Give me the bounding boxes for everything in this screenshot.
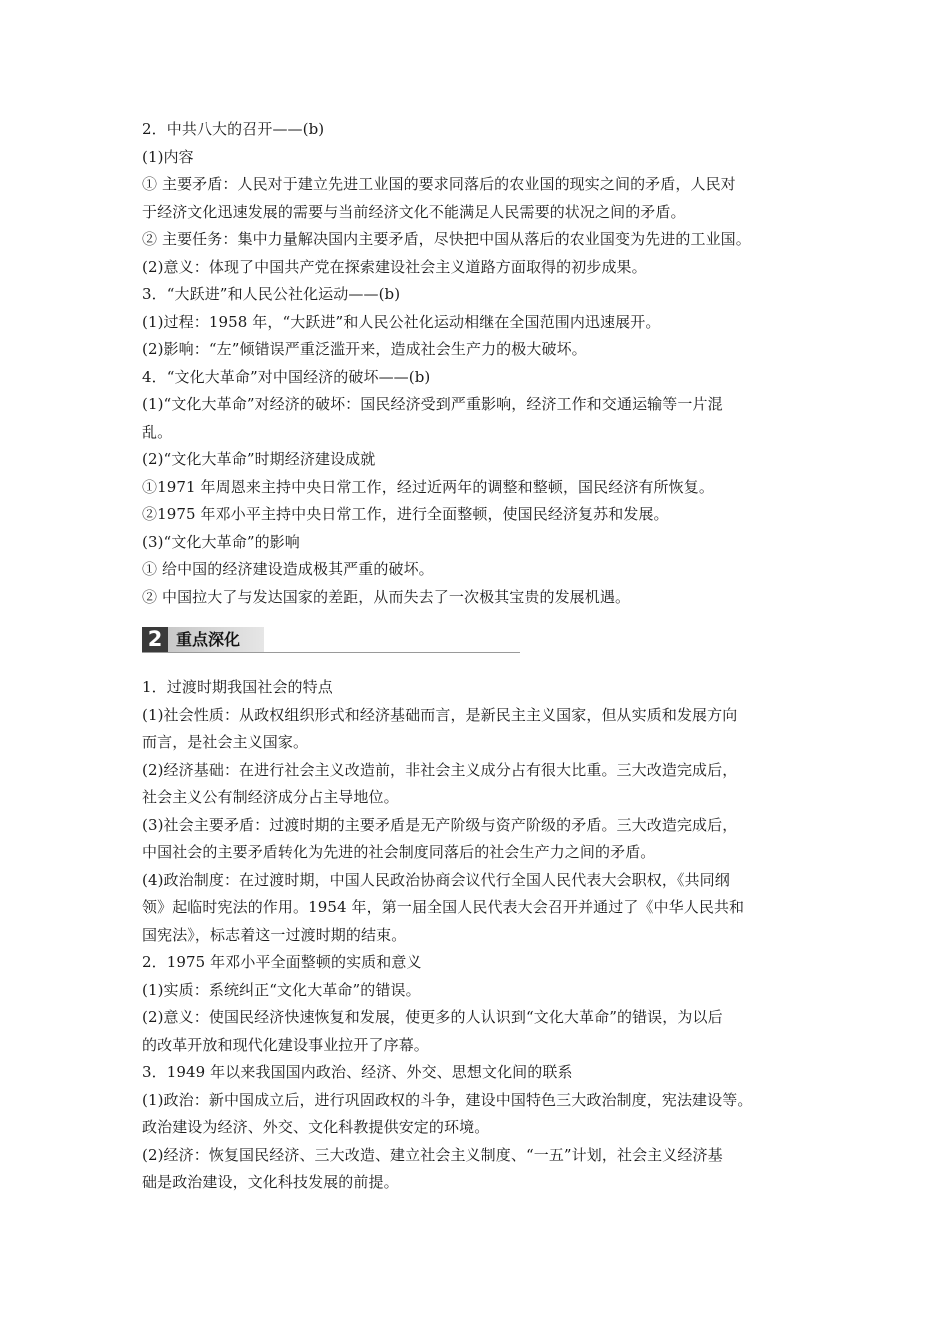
text-line: (2)意义：体现了中国共产党在探索建设社会主义道路方面取得的初步成果。 [142,257,647,276]
text-line: ② 主要任务：集中力量解决国内主要矛盾，尽快把中国从落后的农业国变为先进的工业国。 [142,230,751,248]
text-line: (2)“文化大革命”时期经济建设成就 [142,450,376,468]
text-line: (4)政治制度：在过渡时期，中国人民政治协商会议代行全国人民代表大会职权，《共同纲 [142,870,730,889]
section-header [142,627,520,654]
text-line: 3．“大跃进”和人民公社化运动——(b) [142,285,401,303]
text-line: 1．过渡时期我国社会的特点 [142,678,333,696]
text-line: ②1975 年邓小平主持中央日常工作，进行全面整顿，使国民经济复苏和发展。 [142,505,669,523]
text-line: 2．1975 年邓小平全面整顿的实质和意义 [142,953,422,971]
text-line: (3)“文化大革命”的影响 [142,532,300,551]
text-line: (1)“文化大革命”对经济的破坏：国民经济受到严重影响，经济工作和交通运输等一片混 [142,395,723,413]
text-line: 而言，是社会主义国家。 [142,733,309,751]
text-line: (1)政治：新中国成立后，进行巩固政权的斗争，建设中国特色三大政治制度，宪法建设等。 [142,1090,753,1109]
text-line: ①1971 年周恩来主持中央日常工作，经过近两年的调整和整顿，国民经济有所恢复。 [142,477,714,496]
text-line: 乱。 [142,422,173,441]
text-line: ① 给中国的经济建设造成极其严重的破坏。 [142,560,434,578]
text-line: (2)影响：“左”倾错误严重泛滥开来，造成社会生产力的极大破坏。 [142,340,587,358]
section-number-badge: 2 [142,627,168,652]
text-line: (1)实质：系统纠正“文化大革命”的错误。 [142,980,421,999]
text-line: 的改革开放和现代化建设事业拉开了序幕。 [142,1035,429,1054]
section-title: 重点深化 [176,630,241,649]
text-line: 政治建设为经济、外交、文化科教提供安定的环境。 [142,1118,490,1136]
text-line: (1)过程：1958 年，“大跃进”和人民公社化运动相继在全国范围内迅速展开。 [142,312,661,331]
text-line: (2)经济：恢复国民经济、三大改造、建立社会主义制度、“一五”计划，社会主义经济基 [142,1145,723,1164]
text-line: (1)社会性质：从政权组织形式和经济基础而言，是新民主主义国家，但从实质和发展方向 [142,705,738,724]
text-line: 2．中共八大的召开——(b) [142,120,325,138]
text-block-part-1 [142,116,822,611]
text-line: ① 主要矛盾：人民对于建立先进工业国的要求同落后的农业国的现实之间的矛盾，人民对 [142,175,736,193]
text-line: 中国社会的主要矛盾转化为先进的社会制度同落后的社会生产力之间的矛盾。 [142,843,656,861]
text-line: (3)社会主要矛盾：过渡时期的主要矛盾是无产阶级与资产阶级的矛盾。三大改造完成后， [142,815,738,834]
text-line: 领》起临时宪法的作用。1954 年，第一届全国人民代表大会召开并通过了《中华人民共和 [142,898,745,916]
text-line: (1)内容 [142,147,194,166]
text-line: 础是政治建设，文化科技发展的前提。 [142,1173,399,1191]
text-block-part-2 [142,674,822,1197]
text-line: 于经济文化迅速发展的需要与当前经济文化不能满足人民需要的状况之间的矛盾。 [142,202,686,221]
text-line: 3．1949 年以来我国国内政治、经济、外交、思想文化间的联系 [142,1063,573,1081]
text-line: (2)意义：使国民经济快速恢复和发展，使更多的人认识到“文化大革命”的错误，为以后 [142,1008,723,1026]
text-line: 国宪法》，标志着这一过渡时期的结束。 [142,925,407,944]
text-line: 社会主义公有制经济成分占主导地位。 [142,788,399,806]
text-line: ② 中国拉大了与发达国家的差距，从而失去了一次极其宝贵的发展机遇。 [142,587,631,606]
text-line: 4．“文化大革命”对中国经济的破坏——(b) [142,367,431,386]
text-line: (2)经济基础：在进行社会主义改造前，非社会主义成分占有很大比重。三大改造完成后， [142,760,738,779]
section-divider [142,652,520,653]
